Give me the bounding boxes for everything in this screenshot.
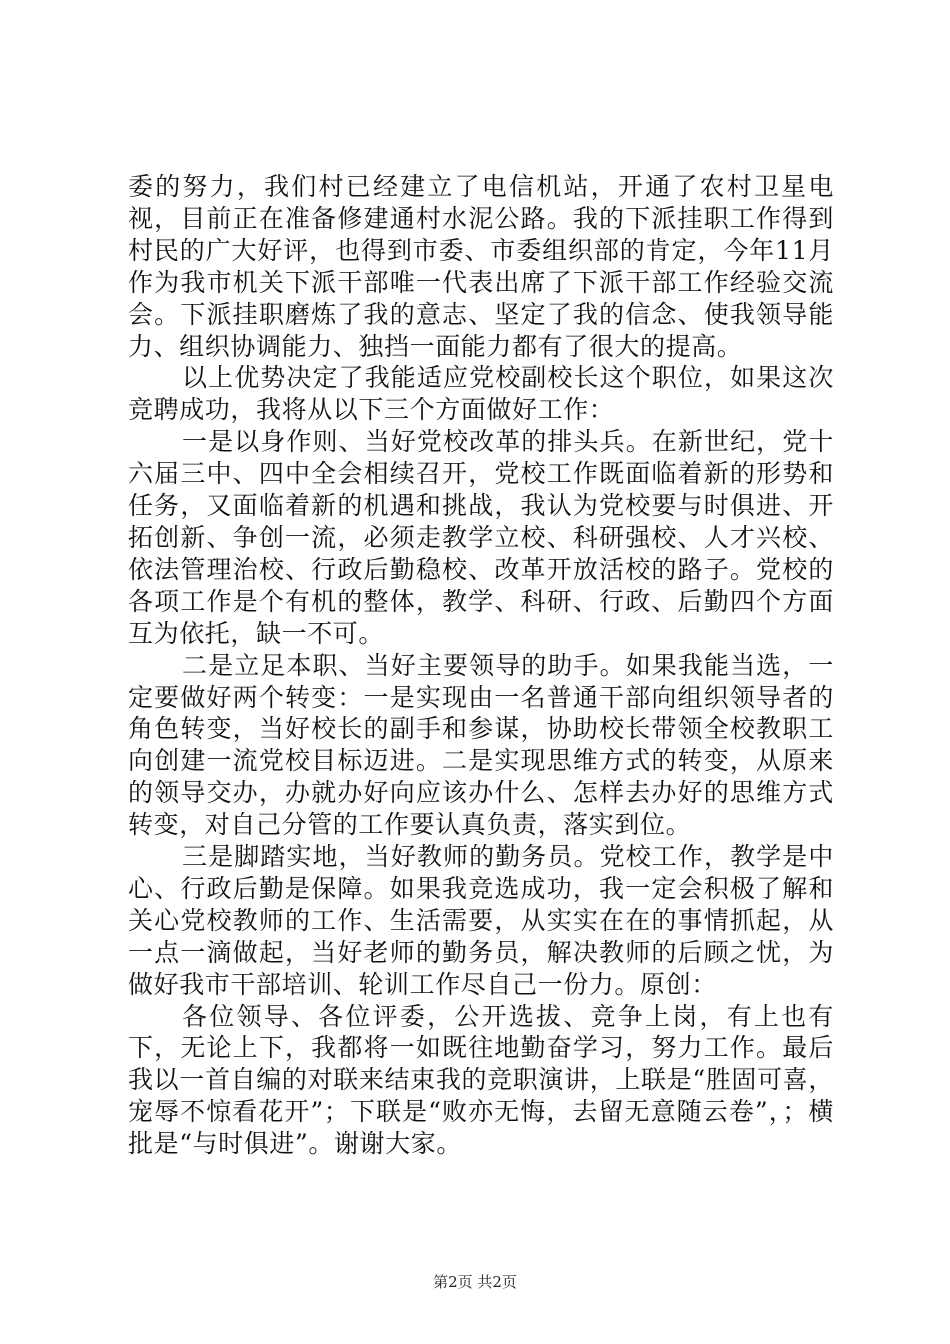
paragraph-3: 一是以身作则、当好党校改革的排头兵。在新世纪，党十六届三中、四中全会相续召开，党校工作既面临着新的形势和任务，又面临着新的机遇和挑战，我认为党校要与时俱进、开拓创新、争创一流，必须走教学立校、科研强校、人才兴校、依法管理治校、行政后勤稳校、改革开放活校的路子。党校的各项工作是个有机的整体，教学、科研、行政、后勤四个方面互为依托，缺一不可。: [128, 427, 834, 648]
paragraph-2: 以上优势决定了我能适应党校副校长这个职位，如果这次竞聘成功，我将从以下三个方面做好工作：: [128, 363, 834, 425]
page-number: 第2页 共2页: [433, 1273, 517, 1291]
paragraph-4: 二是立足本职、当好主要领导的助手。如果我能当选，一定要做好两个转变：一是实现由一名普通干部向组织领导者的角色转变，当好校长的副手和参谋，协助校长带领全校教职工向创建一流党校目标迈进。二是实现思维方式的转变，从原来的领导交办，办就办好向应该办什么、怎样去办好的思维方式转变，对自己分管的工作要认真负责，落实到位。: [128, 650, 834, 840]
paragraph-6: 各位领导、各位评委，公开选拔、竞争上岗，有上也有下，无论上下，我都将一如既往地勤奋学习，努力工作。最后我以一首自编的对联来结束我的竞职演讲，上联是“胜固可喜，宠辱不惊看花开”；下联是“败亦无悔，去留无意随云卷”，；横批是“与时俱进”。谢谢大家。: [128, 1001, 834, 1159]
paragraph-1: 委的努力，我们村已经建立了电信机站，开通了农村卫星电视，目前正在准备修建通村水泥公路。我的下派挂职工作得到村民的广大好评，也得到市委、市委组织部的肯定，今年11月作为我市机关下派干部唯一代表出席了下派干部工作经验交流会。下派挂职磨炼了我的意志、坚定了我的信念、使我领导能力、组织协调能力、独挡一面能力都有了很大的提高。: [128, 172, 834, 361]
paragraph-5: 三是脚踏实地，当好教师的勤务员。党校工作，教学是中心、行政后勤是保障。如果我竞选成功，我一定会积极了解和关心党校教师的工作、生活需要，从实实在在的事情抓起，从一点一滴做起，当好老师的勤务员，解决教师的后顾之忧，为做好我市干部培训、轮训工作尽自己一份力。原创：: [128, 842, 834, 999]
document-body: [128, 171, 834, 1160]
